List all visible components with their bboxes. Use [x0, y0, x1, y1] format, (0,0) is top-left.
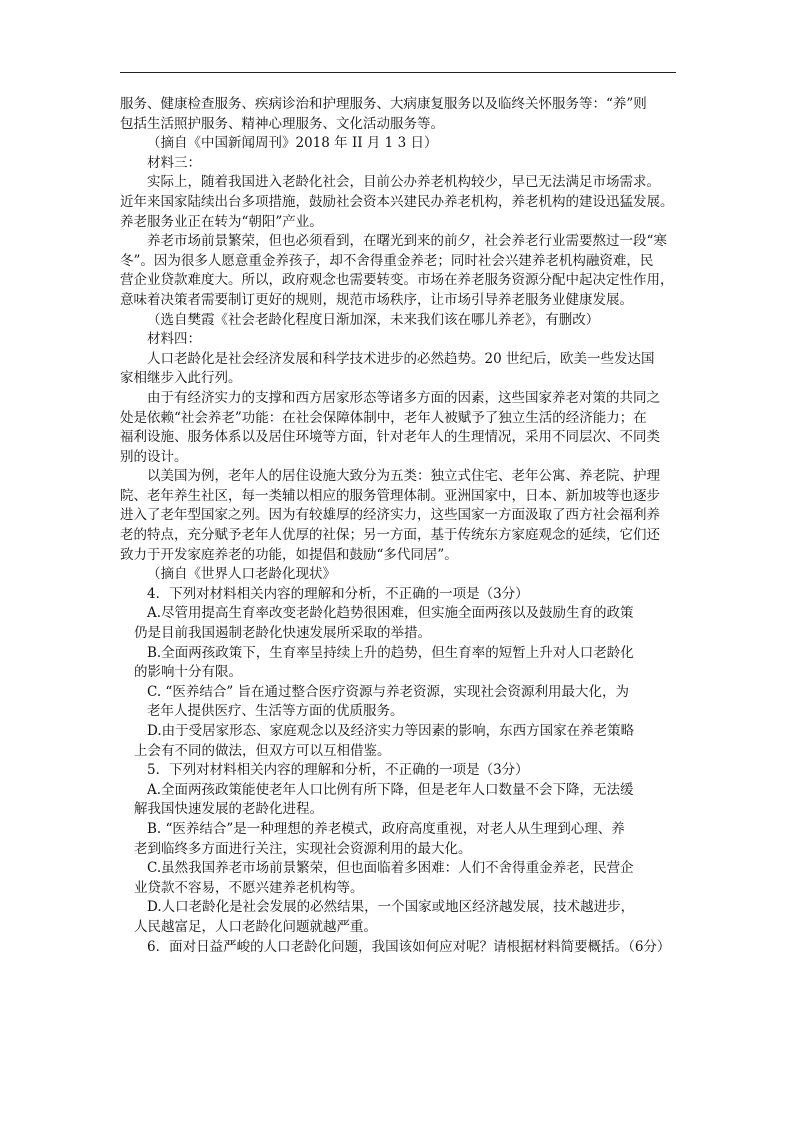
text-line: 以美国为例，老年人的居住设施大致分为五类：独立式住宅、老年公寓、养老院、护理	[147, 468, 660, 485]
option-d-cont: 人民越富足，人口老龄化问题就越严重。	[134, 918, 377, 935]
option-c-cont: 老年人提供医疗、生活等方面的优质服务。	[147, 703, 404, 720]
option-c: C.虽然我国养老市场前景繁荣，但也面临着多困难：人们不舍得重金养老，民营企	[147, 860, 634, 877]
text-line: 近年来国家陆续出台多项措施，鼓励社会资本兴建民办养老机构，养老机构的建设迅猛发展。	[120, 193, 674, 210]
question-6: 6．面对日益严峻的人口老龄化问题，我国该如何应对呢？请根据材料简要概括。（6分）	[147, 938, 671, 955]
option-a-cont: 解我国快速发展的老龄化进程。	[134, 801, 323, 818]
option-b-cont: 的影响十分有限。	[134, 664, 242, 681]
text-line: 意味着决策者需要制订更好的规则，规范市场秩序，让市场引导养老服务业健康发展。	[120, 291, 633, 308]
source-citation: （选自樊霞《社会老龄化程度日渐加深，未来我们该在哪儿养老》，有删改）	[147, 311, 600, 328]
question-5: 5．下列对材料相关内容的理解和分析，不正确的一项是（3分）	[147, 762, 529, 779]
text-line: 包括生活照护服务、精神心理服务、文化活动服务等。	[120, 115, 444, 132]
text-line: 营企业贷款难度大。所以，政府观念也需要转变。市场在养老服务资源分配中起决定性作用，	[120, 272, 674, 289]
question-4: 4．下列对材料相关内容的理解和分析，不正确的一项是（3分）	[147, 585, 529, 602]
option-c-cont: 业贷款不容易，不愿兴建养老机构等。	[134, 879, 364, 896]
header-rule	[120, 72, 676, 73]
text-line: 家相继步入此行列。	[120, 370, 242, 387]
text-line: 处是依赖“社会养老”功能：在社会保障体制中，老年人被赋予了独立生活的经济能力；在	[120, 409, 647, 426]
option-a-cont: 仍是目前我国遏制老龄化快速发展所采取的举措。	[134, 625, 431, 642]
document-body	[120, 95, 676, 957]
text-line: 实际上，随着我国进入老龄化社会，目前公办养老机构较少，早已无法满足市场需求。	[147, 174, 660, 191]
text-line: 养老服务业正在转为“朝阳”产业。	[120, 213, 323, 230]
option-d-cont: 上会有不同的做法，但双方可以互相借鉴。	[134, 742, 391, 759]
material-heading: 材料三：	[147, 154, 201, 171]
text-line: 养老市场前景繁荣，但也必须看到，在曙光到来的前夕，社会养老行业需要熬过一段“寒	[147, 233, 667, 250]
text-line: 致力于开发家庭养老的功能，如提倡和鼓励“多代同居”。	[120, 546, 458, 563]
option-d: D.人口老龄化是社会发展的必然结果，一个国家或地区经济越发展，技术越进步，	[147, 899, 635, 916]
text-line: 人口老龄化是社会经济发展和科学技术进步的必然趋势。20 世纪后，欧美一些发达国	[147, 350, 655, 367]
text-line: 别的设计。	[120, 448, 188, 465]
text-line: 服务、健康检查服务、疾病诊治和护理服务、大病康复服务以及临终关怀服务等：“养”则	[120, 96, 647, 112]
text-line: 福利设施、服务体系以及居住环境等方面，针对老年人的生理情况，采用不同层次、不同类	[120, 429, 660, 446]
option-c: C. “医养结合” 旨在通过整合医疗资源与养老资源，实现社会资源利用最大化，为	[147, 683, 630, 700]
material-heading: 材料四：	[147, 331, 201, 348]
option-b: B.全面两孩政策下，生育率呈持续上升的趋势，但生育率的短暂上升对人口老龄化	[147, 644, 634, 661]
text-line: 由于有经济实力的支撑和西方居家形态等诸多方面的因素，这些国家养老对策的共同之	[147, 389, 660, 406]
option-b-cont: 老到临终多方面进行关注，实现社会资源利用的最大化。	[134, 840, 472, 857]
option-d: D.由于受居家形态、家庭观念以及经济实力等因素的影响，东西方国家在养老策略	[147, 723, 635, 739]
source-citation: （摘自《中国新闻周刊》2018 年 II 月 1 3 日）	[147, 135, 438, 152]
option-a: A.尽管用提高生育率改变老龄化趋势很困难，但实施全面两孩以及鼓励生育的政策	[147, 605, 634, 622]
text-line: 进入了老年型国家之列。因为有较雄厚的经济实力，这些国家一方面汲取了西方社会福利养	[120, 507, 660, 524]
text-line: 老的特点，充分赋予老年人优厚的社保；另一方面，基于传统东方家庭观念的延续，它们还	[120, 527, 660, 544]
source-citation: （摘自《世界人口老龄化现状》	[147, 566, 336, 583]
option-a: A.全面两孩政策能使老年人口比例有所下降，但是老年人口数量不会下降，无法缓	[147, 781, 634, 798]
text-line: 冬”。因为很多人愿意重金养孩子，却不舍得重金养老；同时社会兴建养老机构融资难，民	[120, 252, 654, 269]
option-b: B. “医养结合”是一种理想的养老模式，政府高度重视，对老人从生理到心理、养	[147, 820, 625, 837]
text-line: 院、老年养生社区，每一类辅以相应的服务管理体制。亚洲国家中，日本、新加坡等也逐步	[120, 487, 660, 504]
